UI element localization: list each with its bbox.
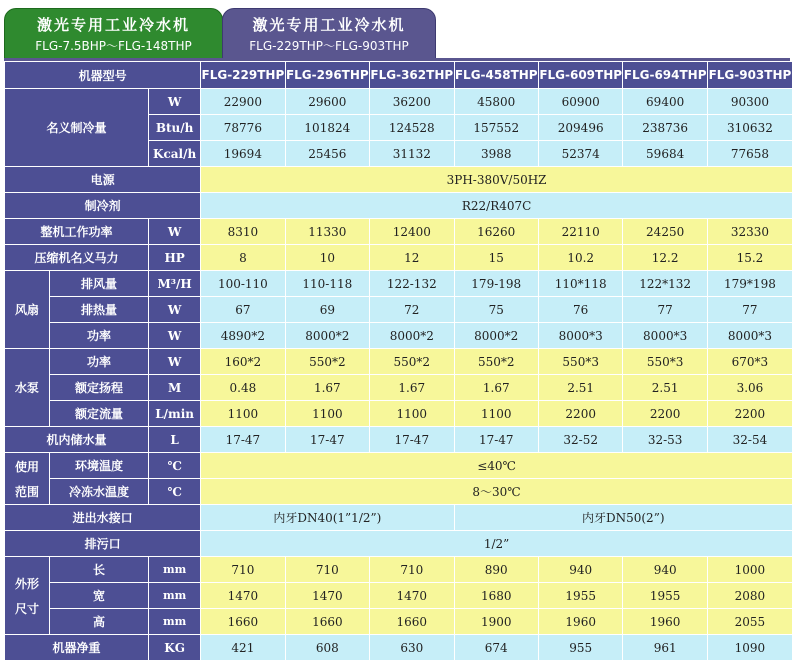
unit-cell: HP — [149, 245, 200, 270]
value-cell: 124528 — [370, 115, 453, 140]
value-cell: 1090 — [708, 635, 792, 660]
table-row — [5, 609, 792, 634]
value-cell: 160*2 — [201, 349, 284, 374]
model-name: FLG-609THP — [539, 62, 622, 88]
model-name: FLG-229THP — [201, 62, 284, 88]
value-cell: 8000*3 — [623, 323, 706, 348]
table-row — [5, 427, 792, 452]
value-cell: 955 — [539, 635, 622, 660]
value-cell: 69 — [286, 297, 369, 322]
inlet-value-a: 内牙DN40(1”1/2”) — [201, 505, 453, 530]
value-cell: 1.67 — [455, 375, 538, 400]
value-cell: 179-198 — [455, 271, 538, 296]
value-cell: 19694 — [201, 141, 284, 166]
unit-cell: Btu/h — [149, 115, 200, 140]
row-label: 冷冻水温度 — [50, 479, 148, 504]
value-cell: 25456 — [286, 141, 369, 166]
value-cell: 8 — [201, 245, 284, 270]
value-cell: 12.2 — [623, 245, 706, 270]
row-label: 宽 — [50, 583, 148, 608]
table-row — [5, 349, 792, 374]
value-cell: 1955 — [623, 583, 706, 608]
value-cell: 45800 — [455, 89, 538, 114]
inlet-value-b: 内牙DN50(2”) — [455, 505, 792, 530]
table-row — [5, 557, 792, 582]
table-row — [5, 245, 792, 270]
unit-cell: KG — [149, 635, 200, 660]
value-cell: 1680 — [455, 583, 538, 608]
value-cell: 29600 — [286, 89, 369, 114]
table-row — [5, 323, 792, 348]
row-label: 排热量 — [50, 297, 148, 322]
value-cell: 550*2 — [455, 349, 538, 374]
value-cell: 31132 — [370, 141, 453, 166]
value-cell: 32330 — [708, 219, 792, 244]
table-row — [5, 401, 792, 426]
spec-table — [4, 61, 793, 661]
value-cell: 179*198 — [708, 271, 792, 296]
inlet-label: 进出水接口 — [5, 505, 200, 530]
value-cell: 17-47 — [201, 427, 284, 452]
dimensions-group-top: 外形 — [14, 576, 39, 591]
value-cell: 15 — [455, 245, 538, 270]
table-row — [5, 583, 792, 608]
unit-cell: mm — [149, 557, 200, 582]
value-cell: 8310 — [201, 219, 284, 244]
value-cell: 2080 — [708, 583, 792, 608]
value-cell: 36200 — [370, 89, 453, 114]
unit-cell: L/min — [149, 401, 200, 426]
model-name: FLG-296THP — [286, 62, 369, 88]
value-cell: 1.67 — [286, 375, 369, 400]
value-cell: 67 — [201, 297, 284, 322]
value-cell: 32-53 — [623, 427, 706, 452]
value-cell: 8000*3 — [539, 323, 622, 348]
row-label: 功率 — [50, 349, 148, 374]
model-name: FLG-458THP — [455, 62, 538, 88]
unit-cell: L — [149, 427, 200, 452]
chilled-water-temp-value: 8～30℃ — [201, 479, 792, 504]
table-row — [5, 453, 792, 478]
tab-subtitle: FLG-229THP～FLG-903THP — [249, 39, 409, 53]
value-cell: 76 — [539, 297, 622, 322]
value-cell: 17-47 — [455, 427, 538, 452]
value-cell: 75 — [455, 297, 538, 322]
value-cell: 2200 — [708, 401, 792, 426]
table-row — [5, 479, 792, 504]
value-cell: 22110 — [539, 219, 622, 244]
row-label: 功率 — [50, 323, 148, 348]
value-cell: 72 — [370, 297, 453, 322]
value-cell: 77 — [623, 297, 706, 322]
value-cell: 59684 — [623, 141, 706, 166]
value-cell: 1000 — [708, 557, 792, 582]
value-cell: 1470 — [201, 583, 284, 608]
work-power-label: 整机工作功率 — [5, 219, 148, 244]
value-cell: 11330 — [286, 219, 369, 244]
row-label: 高 — [50, 609, 148, 634]
model-header-row — [5, 62, 792, 88]
unit-cell: W — [149, 297, 200, 322]
model-name: FLG-694THP — [623, 62, 706, 88]
usage-group-bottom: 范围 — [14, 484, 39, 499]
value-cell: 110-118 — [286, 271, 369, 296]
value-cell: 157552 — [455, 115, 538, 140]
value-cell: 100-110 — [201, 271, 284, 296]
value-cell: 2200 — [623, 401, 706, 426]
value-cell: 238736 — [623, 115, 706, 140]
value-cell: 17-47 — [286, 427, 369, 452]
unit-cell: W — [149, 89, 200, 114]
value-cell: 209496 — [539, 115, 622, 140]
value-cell: 22900 — [201, 89, 284, 114]
value-cell: 310632 — [708, 115, 792, 140]
table-row — [5, 505, 792, 530]
table-row — [5, 531, 792, 556]
value-cell: 0.48 — [201, 375, 284, 400]
value-cell: 2055 — [708, 609, 792, 634]
value-cell: 3988 — [455, 141, 538, 166]
value-cell: 1900 — [455, 609, 538, 634]
value-cell: 710 — [370, 557, 453, 582]
value-cell: 10.2 — [539, 245, 622, 270]
value-cell: 1660 — [370, 609, 453, 634]
value-cell: 122*132 — [623, 271, 706, 296]
tab-subtitle: FLG-7.5BHP～FLG-148THP — [35, 39, 192, 53]
drain-label: 排污口 — [5, 531, 200, 556]
value-cell: 421 — [201, 635, 284, 660]
dimensions-group-label — [5, 557, 49, 634]
value-cell: 101824 — [286, 115, 369, 140]
tab-title: 激光专用工业冷水机 — [252, 16, 406, 34]
value-cell: 890 — [455, 557, 538, 582]
value-cell: 1100 — [455, 401, 538, 426]
unit-cell: M — [149, 375, 200, 400]
value-cell: 90300 — [708, 89, 792, 114]
tab-title: 激光专用工业冷水机 — [36, 16, 190, 34]
cooling-capacity-label: 名义制冷量 — [5, 89, 148, 166]
usage-group-top: 使用 — [14, 459, 39, 474]
unit-cell: mm — [149, 609, 200, 634]
model-label: 机器型号 — [5, 62, 200, 88]
value-cell: 110*118 — [539, 271, 622, 296]
value-cell: 8000*2 — [370, 323, 453, 348]
value-cell: 4890*2 — [201, 323, 284, 348]
value-cell: 1470 — [370, 583, 453, 608]
row-label: 额定扬程 — [50, 375, 148, 400]
table-row — [5, 193, 792, 218]
value-cell: 24250 — [623, 219, 706, 244]
value-cell: 1660 — [201, 609, 284, 634]
unit-cell: mm — [149, 583, 200, 608]
weight-label: 机器净重 — [5, 635, 148, 660]
unit-cell: W — [149, 349, 200, 374]
value-cell: 1960 — [539, 609, 622, 634]
row-label: 长 — [50, 557, 148, 582]
drain-value: 1/2” — [201, 531, 792, 556]
table-row — [5, 89, 792, 114]
value-cell: 8000*2 — [455, 323, 538, 348]
refrigerant-value: R22/R407C — [201, 193, 792, 218]
value-cell: 122-132 — [370, 271, 453, 296]
unit-cell: W — [149, 323, 200, 348]
value-cell: 12400 — [370, 219, 453, 244]
row-label: 环境温度 — [50, 453, 148, 478]
value-cell: 1100 — [286, 401, 369, 426]
value-cell: 1955 — [539, 583, 622, 608]
value-cell: 630 — [370, 635, 453, 660]
usage-group-label — [5, 453, 49, 504]
value-cell: 78776 — [201, 115, 284, 140]
value-cell: 961 — [623, 635, 706, 660]
value-cell: 77658 — [708, 141, 792, 166]
fan-group-label: 风扇 — [5, 271, 49, 348]
value-cell: 550*2 — [370, 349, 453, 374]
value-cell: 17-47 — [370, 427, 453, 452]
compressor-label: 压缩机名义马力 — [5, 245, 148, 270]
table-row — [5, 635, 792, 660]
value-cell: 940 — [539, 557, 622, 582]
value-cell: 77 — [708, 297, 792, 322]
value-cell: 15.2 — [708, 245, 792, 270]
value-cell: 8000*3 — [708, 323, 792, 348]
value-cell: 710 — [286, 557, 369, 582]
value-cell: 1.67 — [370, 375, 453, 400]
value-cell: 32-54 — [708, 427, 792, 452]
unit-cell: W — [149, 219, 200, 244]
value-cell: 674 — [455, 635, 538, 660]
value-cell: 1100 — [201, 401, 284, 426]
value-cell: 32-52 — [539, 427, 622, 452]
model-name: FLG-903THP — [708, 62, 792, 88]
unit-cell: ℃ — [149, 479, 200, 504]
table-row — [5, 167, 792, 192]
table-row — [5, 297, 792, 322]
value-cell: 940 — [623, 557, 706, 582]
value-cell: 1660 — [286, 609, 369, 634]
value-cell: 2.51 — [539, 375, 622, 400]
value-cell: 12 — [370, 245, 453, 270]
value-cell: 550*3 — [539, 349, 622, 374]
value-cell: 8000*2 — [286, 323, 369, 348]
pump-group-label: 水泵 — [5, 349, 49, 426]
value-cell: 1470 — [286, 583, 369, 608]
value-cell: 52374 — [539, 141, 622, 166]
value-cell: 550*3 — [623, 349, 706, 374]
unit-cell: Kcal/h — [149, 141, 200, 166]
refrigerant-label: 制冷剂 — [5, 193, 200, 218]
unit-cell: ℃ — [149, 453, 200, 478]
value-cell: 69400 — [623, 89, 706, 114]
value-cell: 2200 — [539, 401, 622, 426]
value-cell: 16260 — [455, 219, 538, 244]
value-cell: 550*2 — [286, 349, 369, 374]
power-supply-value: 3PH-380V/50HZ — [201, 167, 792, 192]
value-cell: 60900 — [539, 89, 622, 114]
row-label: 额定流量 — [50, 401, 148, 426]
tank-label: 机内储水量 — [5, 427, 148, 452]
value-cell: 3.06 — [708, 375, 792, 400]
value-cell: 10 — [286, 245, 369, 270]
value-cell: 1960 — [623, 609, 706, 634]
ambient-temp-value: ≤40℃ — [201, 453, 792, 478]
value-cell: 710 — [201, 557, 284, 582]
value-cell: 2.51 — [623, 375, 706, 400]
value-cell: 1100 — [370, 401, 453, 426]
table-row — [5, 271, 792, 296]
table-row — [5, 375, 792, 400]
value-cell: 670*3 — [708, 349, 792, 374]
unit-cell: M³/H — [149, 271, 200, 296]
model-name: FLG-362THP — [370, 62, 453, 88]
tab-229thp-903thp[interactable] — [222, 8, 436, 60]
table-row — [5, 219, 792, 244]
dimensions-group-bottom: 尺寸 — [14, 601, 39, 616]
power-supply-label: 电源 — [5, 167, 200, 192]
value-cell: 608 — [286, 635, 369, 660]
row-label: 排风量 — [50, 271, 148, 296]
tab-7-5bhp-148thp[interactable] — [4, 8, 223, 60]
